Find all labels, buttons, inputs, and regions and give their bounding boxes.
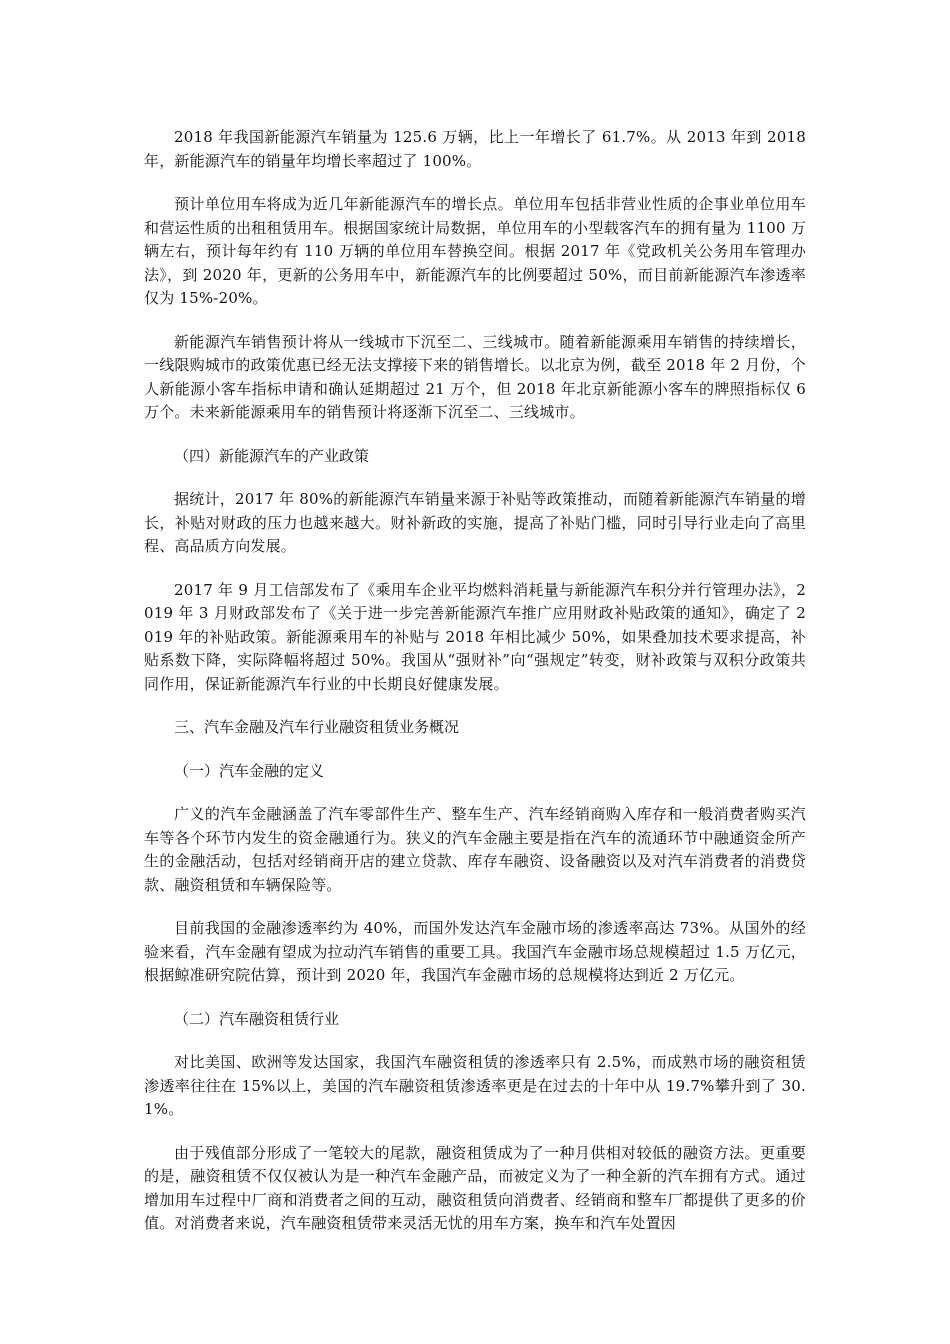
paragraph-leasing-penetration: 对比美国、欧洲等发达国家，我国汽车融资租赁的渗透率只有 2.5%，而成熟市场的融资租赁渗透率往往在 15%以上，美国的汽车融资租赁渗透率更是在过去的十年中从 19.7%攀升到了 30.1%。: [144, 1053, 806, 1118]
paragraph-ev-sales-2018: 2018 年我国新能源汽车销量为 125.6 万辆，比上一年增长了 61.7%。从 2013 年到 2018 年，新能源汽车的销量年均增长率超过了 100%。: [144, 128, 806, 170]
paragraph-finance-definition: 广义的汽车金融涵盖了汽车零部件生产、整车生产、汽车经销商购入库存和一般消费者购买汽车等各个环节内发生的资金融通行为。狭义的汽车金融主要是指在汽车的流通环节中融通资金所产生的金融活动，包括对经销商开店的建立贷款、库存车融资、设备融资以及对汽车消费者的消费贷款、融资租赁和车辆保险等。: [144, 805, 806, 894]
paragraph-policy-documents: 2017 年 9 月工信部发布了《乘用车企业平均燃料消耗量与新能源汽车积分并行管理办法》，2019 年 3 月财政部发布了《关于进一步完善新能源汽车推广应用财政补贴政策的通知》，确定了 2019 年的补贴政策。新能源乘用车的补贴与 2018 年相比减少 50%，如果叠加技术要求提高，补贴系数下降，实际降幅将超过 50%。我国从“强财补”向“强规定”转变，财补政策与双积分政策共同作用，保证新能源汽车行业的中长期良好健康发展。: [144, 580, 806, 693]
section-heading-industry-policy: （四）新能源汽车的产业政策: [174, 446, 370, 465]
paragraph-lower-tier-cities: 新能源汽车销售预计将从一线城市下沉至二、三线城市。随着新能源乘用车销售的持续增长，一线限购城市的政策优惠已经无法支撑接下来的销售增长。以北京为例，截至 2018 年 2 月份，个人新能源小客车指标申请和确认延期超过 21 万个，但 2018 年北京新能源小客车的牌照指标仅 6 万个。未来新能源乘用车的销售预计将逐渐下沉至二、三线城市。: [144, 332, 806, 421]
section-heading-finance-definition: （一）汽车金融的定义: [174, 761, 325, 780]
paragraph-leasing-value: 由于残值部分形成了一笔较大的尾款，融资租赁成为了一种月供相对较低的融资方法。更重要的是，融资租赁不仅仅被认为是一种汽车金融产品，而被定义为了一种全新的汽车拥有方式。通过增加用车过程中厂商和消费者之间的互动，融资租赁向消费者、经销商和整车厂都提供了更多的价值。对消费者来说，汽车融资租赁带来灵活无忧的用车方案，换车和汽车处置因: [144, 1143, 806, 1232]
section-heading-leasing-industry: （二）汽车融资租赁行业: [174, 1009, 340, 1028]
paragraph-subsidy-statistics: 据统计，2017 年 80%的新能源汽车销量来源于补贴等政策推动，而随着新能源汽车销量的增长，补贴对财政的压力也越来越大。财补新政的实施，提高了补贴门槛，同时引导行业走向了高里程、高品质方向发展。: [144, 490, 806, 555]
chapter-heading-auto-finance: 三、汽车金融及汽车行业融资租赁业务概况: [174, 718, 460, 736]
document-page: [144, 126, 806, 1256]
paragraph-finance-penetration: 目前我国的金融渗透率约为 40%，而国外发达汽车金融市场的渗透率高达 73%。从国外的经验来看，汽车金融有望成为拉动汽车销售的重要工具。我国汽车金融市场总规模超过 1.5 万亿元，根据鲸准研究院估算，预计到 2020 年，我国汽车金融市场的总规模将达到近 2 万亿元。: [144, 919, 806, 984]
paragraph-unit-vehicles: 预计单位用车将成为近几年新能源汽车的增长点。单位用车包括非营业性质的企事业单位用车和营运性质的出租租赁用车。根据国家统计局数据，单位用车的小型载客汽车的拥有量为 1100 万辆左右，预计每年约有 110 万辆的单位用车替换空间。根据 2017 年《党政机关公务用车管理办法》，到 2020 年，更新的公务用车中，新能源汽车的比例要超过 50%，而目前新能源汽车渗透率仅为 15%-20%。: [144, 195, 806, 307]
